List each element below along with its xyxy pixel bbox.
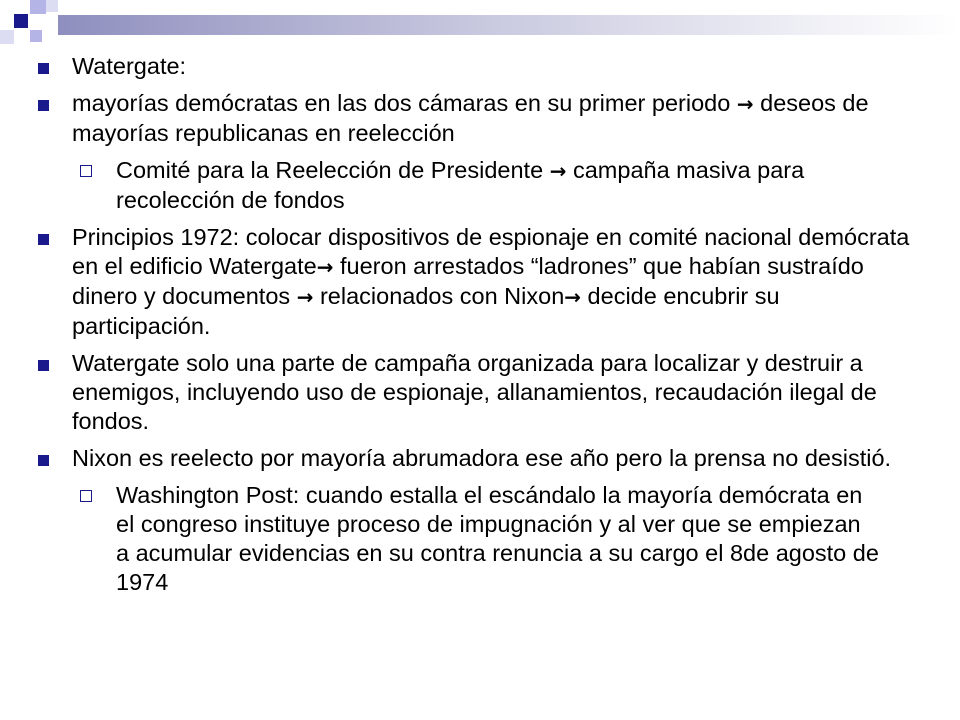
bullet-mayorias [0,89,960,215]
arrow-right-icon: → [316,255,334,279]
square-bullet-icon [38,234,49,245]
bullet-text-part3: relacionados con Nixon [313,283,565,309]
square-bullet-icon [38,100,49,111]
hollow-square-bullet-icon [80,490,92,502]
square-bullet-icon [38,63,49,74]
arrow-right-icon: → [296,285,314,309]
bullet-text-part1: mayorías demócratas en las dos cámaras en su primer periodo [72,90,737,116]
bullet-text-part4: decide encubrir su participación. [72,283,780,339]
sub-bullet-washington-post [0,481,920,597]
decor-square-lavender [30,0,46,14]
bullet-campana [0,349,960,436]
square-bullet-icon [38,360,49,371]
bullet-text-part2: deseos de mayorías republicanas en reelección [72,90,869,146]
bullet-principios [0,223,960,341]
bullet-reelecto [0,444,960,597]
bullet-text-part1: Principios 1972: colocar dispositivos de espionaje en comité nacional demócrata en el edificio Watergate [72,224,910,279]
bullet-text: Watergate solo una parte de campaña organizada para localizar y destruir a enemigos, incluyendo uso de espionaje, allanamientos, recaudación ilegal de fondos. [72,350,877,434]
arrow-right-icon: → [736,92,754,116]
decor-square-pale-2 [46,0,58,12]
header-gradient-bar [58,15,960,35]
sub-list [72,481,920,597]
arrow-right-icon: → [549,159,567,183]
sub-bullet-text-part2: campaña masiva para recolección de fondos [116,157,805,213]
hollow-square-bullet-icon [80,165,92,177]
bullet-text: Nixon es reelecto por mayoría abrumadora ese año pero la prensa no desistió. [72,445,892,471]
bullet-list [0,52,960,597]
sub-bullet-text-part1: Comité para la Reelección de Presidente [116,157,550,183]
bullet-watergate [0,52,960,81]
square-bullet-icon [38,455,49,466]
decor-square-navy [14,14,28,28]
sub-bullet-comite [0,156,920,215]
decor-square-lavender-2 [30,30,42,42]
bullet-text: Watergate: [72,53,187,79]
sub-list [72,156,920,215]
bullet-text-part2: fueron arrestados “ladrones” que habían sustraído dinero y documentos [72,253,864,309]
decor-square-pale [0,30,14,44]
sub-bullet-text: Washington Post: cuando estalla el escándalo la mayoría demócrata en el congreso instituye proceso de impugnación y al ver que se empiezan a acumular evidencias en su contra renuncia a su cargo el 8de agosto de 1974 [116,482,879,595]
slide-content [0,52,960,605]
arrow-right-icon: → [564,285,582,309]
